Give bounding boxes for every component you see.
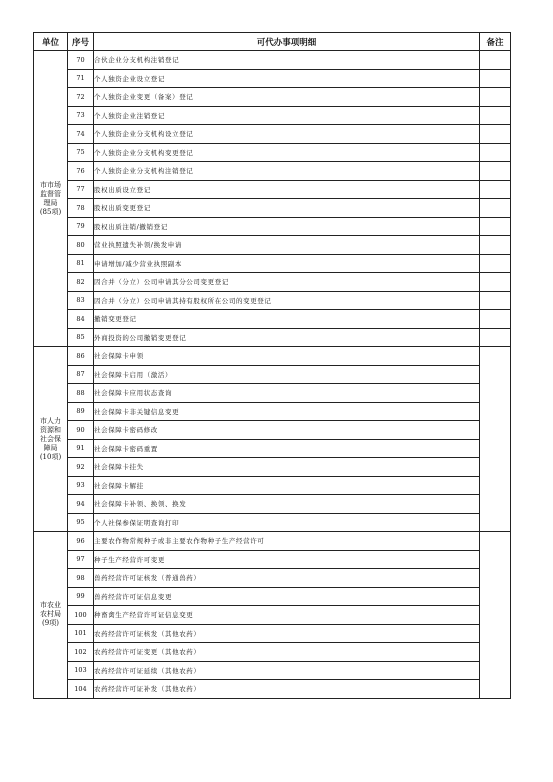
row-note (480, 217, 511, 236)
header-unit: 单位 (34, 33, 68, 51)
row-note (480, 273, 511, 292)
table-row (34, 495, 511, 514)
row-item: 社会保障卡密码修改 (94, 421, 480, 440)
row-number: 92 (68, 458, 94, 477)
unit-line: (85项) (39, 207, 62, 216)
row-number: 81 (68, 254, 94, 273)
row-item: 个人独资企业注销登记 (94, 106, 480, 125)
row-item: 外商投资的公司撤销变更登记 (94, 328, 480, 347)
table-row (34, 143, 511, 162)
row-item: 因合并（分立）公司申请其分公司变更登记 (94, 273, 480, 292)
row-number: 98 (68, 569, 94, 588)
row-number: 86 (68, 347, 94, 366)
row-item: 营业执照遗失补领/换发申请 (94, 236, 480, 255)
unit-line: 障局 (43, 443, 58, 452)
table-row (34, 513, 511, 532)
table-row (34, 328, 511, 347)
row-number: 88 (68, 384, 94, 403)
table-row (34, 680, 511, 699)
row-number: 101 (68, 624, 94, 643)
row-number: 78 (68, 199, 94, 218)
row-number: 97 (68, 550, 94, 569)
row-item: 个人社保参保证明查询打印 (94, 513, 480, 532)
row-number: 74 (68, 125, 94, 144)
table-row (34, 347, 511, 366)
row-item: 撤销变更登记 (94, 310, 480, 329)
header-number: 序号 (68, 33, 94, 51)
table-row (34, 587, 511, 606)
table-row (34, 550, 511, 569)
row-number: 87 (68, 365, 94, 384)
row-number: 85 (68, 328, 94, 347)
row-item: 股权出质注销/撤销登记 (94, 217, 480, 236)
row-number: 100 (68, 606, 94, 625)
unit-cell (34, 532, 68, 699)
row-item: 社会保障卡申领 (94, 347, 480, 366)
group-note (480, 347, 511, 532)
row-note (480, 162, 511, 181)
row-item: 个人独资企业分支机构注销登记 (94, 162, 480, 181)
row-item: 合伙企业分支机构注销登记 (94, 51, 480, 70)
row-number: 104 (68, 680, 94, 699)
row-note (480, 106, 511, 125)
row-item: 农药经营许可证延续（其他农药） (94, 661, 480, 680)
row-item: 个人独资企业变更（备案）登记 (94, 88, 480, 107)
row-number: 79 (68, 217, 94, 236)
row-number: 70 (68, 51, 94, 70)
unit-line: 资源和 (40, 425, 61, 434)
row-note (480, 199, 511, 218)
row-number: 90 (68, 421, 94, 440)
row-number: 77 (68, 180, 94, 199)
row-number: 82 (68, 273, 94, 292)
row-item: 股权出质设立登记 (94, 180, 480, 199)
table-row (34, 236, 511, 255)
unit-cell (34, 347, 68, 532)
table-row (34, 291, 511, 310)
row-item: 农药经营许可证补发（其他农药） (94, 680, 480, 699)
table-row (34, 661, 511, 680)
row-number: 99 (68, 587, 94, 606)
table-row (34, 532, 511, 551)
table-row (34, 439, 511, 458)
unit-line: 市市场 (40, 180, 61, 189)
row-note (480, 88, 511, 107)
unit-line: 市人力 (40, 416, 61, 425)
header-row (34, 33, 511, 51)
table-row (34, 624, 511, 643)
table-row (34, 69, 511, 88)
unit-line: 农村局 (40, 610, 61, 619)
unit-line: 市农业 (40, 601, 61, 610)
row-note (480, 51, 511, 70)
unit-line: 社会保 (40, 434, 61, 443)
table-row (34, 643, 511, 662)
row-note (480, 69, 511, 88)
table-row (34, 162, 511, 181)
table-row (34, 476, 511, 495)
row-item: 社会保障卡启用（激活） (94, 365, 480, 384)
row-item: 农药经营许可证核发（其他农药） (94, 624, 480, 643)
table-row (34, 88, 511, 107)
table-row (34, 421, 511, 440)
row-number: 89 (68, 402, 94, 421)
row-number: 84 (68, 310, 94, 329)
row-item: 申请增加/减少营业执照副本 (94, 254, 480, 273)
row-note (480, 180, 511, 199)
row-item: 个人独资企业分支机构设立登记 (94, 125, 480, 144)
unit-line: 理局 (43, 198, 58, 207)
row-item: 兽药经营许可证核发（普通兽药） (94, 569, 480, 588)
unit-line: (9项) (42, 619, 59, 628)
table-row (34, 606, 511, 625)
row-item: 社会保障卡非关键信息变更 (94, 402, 480, 421)
row-note (480, 236, 511, 255)
row-item: 个人独资企业设立登记 (94, 69, 480, 88)
table-row (34, 254, 511, 273)
row-number: 94 (68, 495, 94, 514)
row-item: 农药经营许可证变更（其他农药） (94, 643, 480, 662)
table-row (34, 51, 511, 70)
row-number: 72 (68, 88, 94, 107)
row-number: 71 (68, 69, 94, 88)
row-number: 96 (68, 532, 94, 551)
table-row (34, 273, 511, 292)
row-number: 83 (68, 291, 94, 310)
row-item: 股权出质变更登记 (94, 199, 480, 218)
row-number: 75 (68, 143, 94, 162)
row-note (480, 328, 511, 347)
unit-line: (10项) (39, 452, 62, 461)
row-number: 103 (68, 661, 94, 680)
group-note (480, 532, 511, 699)
table-row (34, 199, 511, 218)
row-number: 93 (68, 476, 94, 495)
row-number: 76 (68, 162, 94, 181)
row-item: 种畜禽生产经营许可证信息变更 (94, 606, 480, 625)
unit-cell (34, 51, 68, 347)
row-note (480, 125, 511, 144)
table-row (34, 384, 511, 403)
items-table (33, 32, 511, 699)
table-row (34, 365, 511, 384)
row-note (480, 291, 511, 310)
table-row (34, 125, 511, 144)
row-item: 社会保障卡挂失 (94, 458, 480, 477)
table-row (34, 180, 511, 199)
row-number: 80 (68, 236, 94, 255)
row-item: 社会保障卡密码重置 (94, 439, 480, 458)
row-number: 91 (68, 439, 94, 458)
row-item: 主要农作物常规种子或非主要农作物种子生产经营许可 (94, 532, 480, 551)
row-note (480, 254, 511, 273)
table-row (34, 310, 511, 329)
row-number: 95 (68, 513, 94, 532)
table-row (34, 106, 511, 125)
table-body (34, 51, 511, 699)
row-note (480, 143, 511, 162)
table-row (34, 458, 511, 477)
row-item: 社会保障卡补领、换领、换发 (94, 495, 480, 514)
header-note: 备注 (480, 33, 511, 51)
header-item: 可代办事项明细 (94, 33, 480, 51)
table-row (34, 569, 511, 588)
row-item: 因合并（分立）公司申请其持有股权所在公司的变更登记 (94, 291, 480, 310)
table-row (34, 217, 511, 236)
row-number: 102 (68, 643, 94, 662)
table-row (34, 402, 511, 421)
row-number: 73 (68, 106, 94, 125)
row-item: 兽药经营许可证信息变更 (94, 587, 480, 606)
row-item: 个人独资企业分支机构变更登记 (94, 143, 480, 162)
row-item: 社会保障卡解挂 (94, 476, 480, 495)
unit-line: 监督管 (40, 189, 61, 198)
row-item: 社会保障卡应用状态查询 (94, 384, 480, 403)
row-note (480, 310, 511, 329)
row-item: 种子生产经营许可变更 (94, 550, 480, 569)
